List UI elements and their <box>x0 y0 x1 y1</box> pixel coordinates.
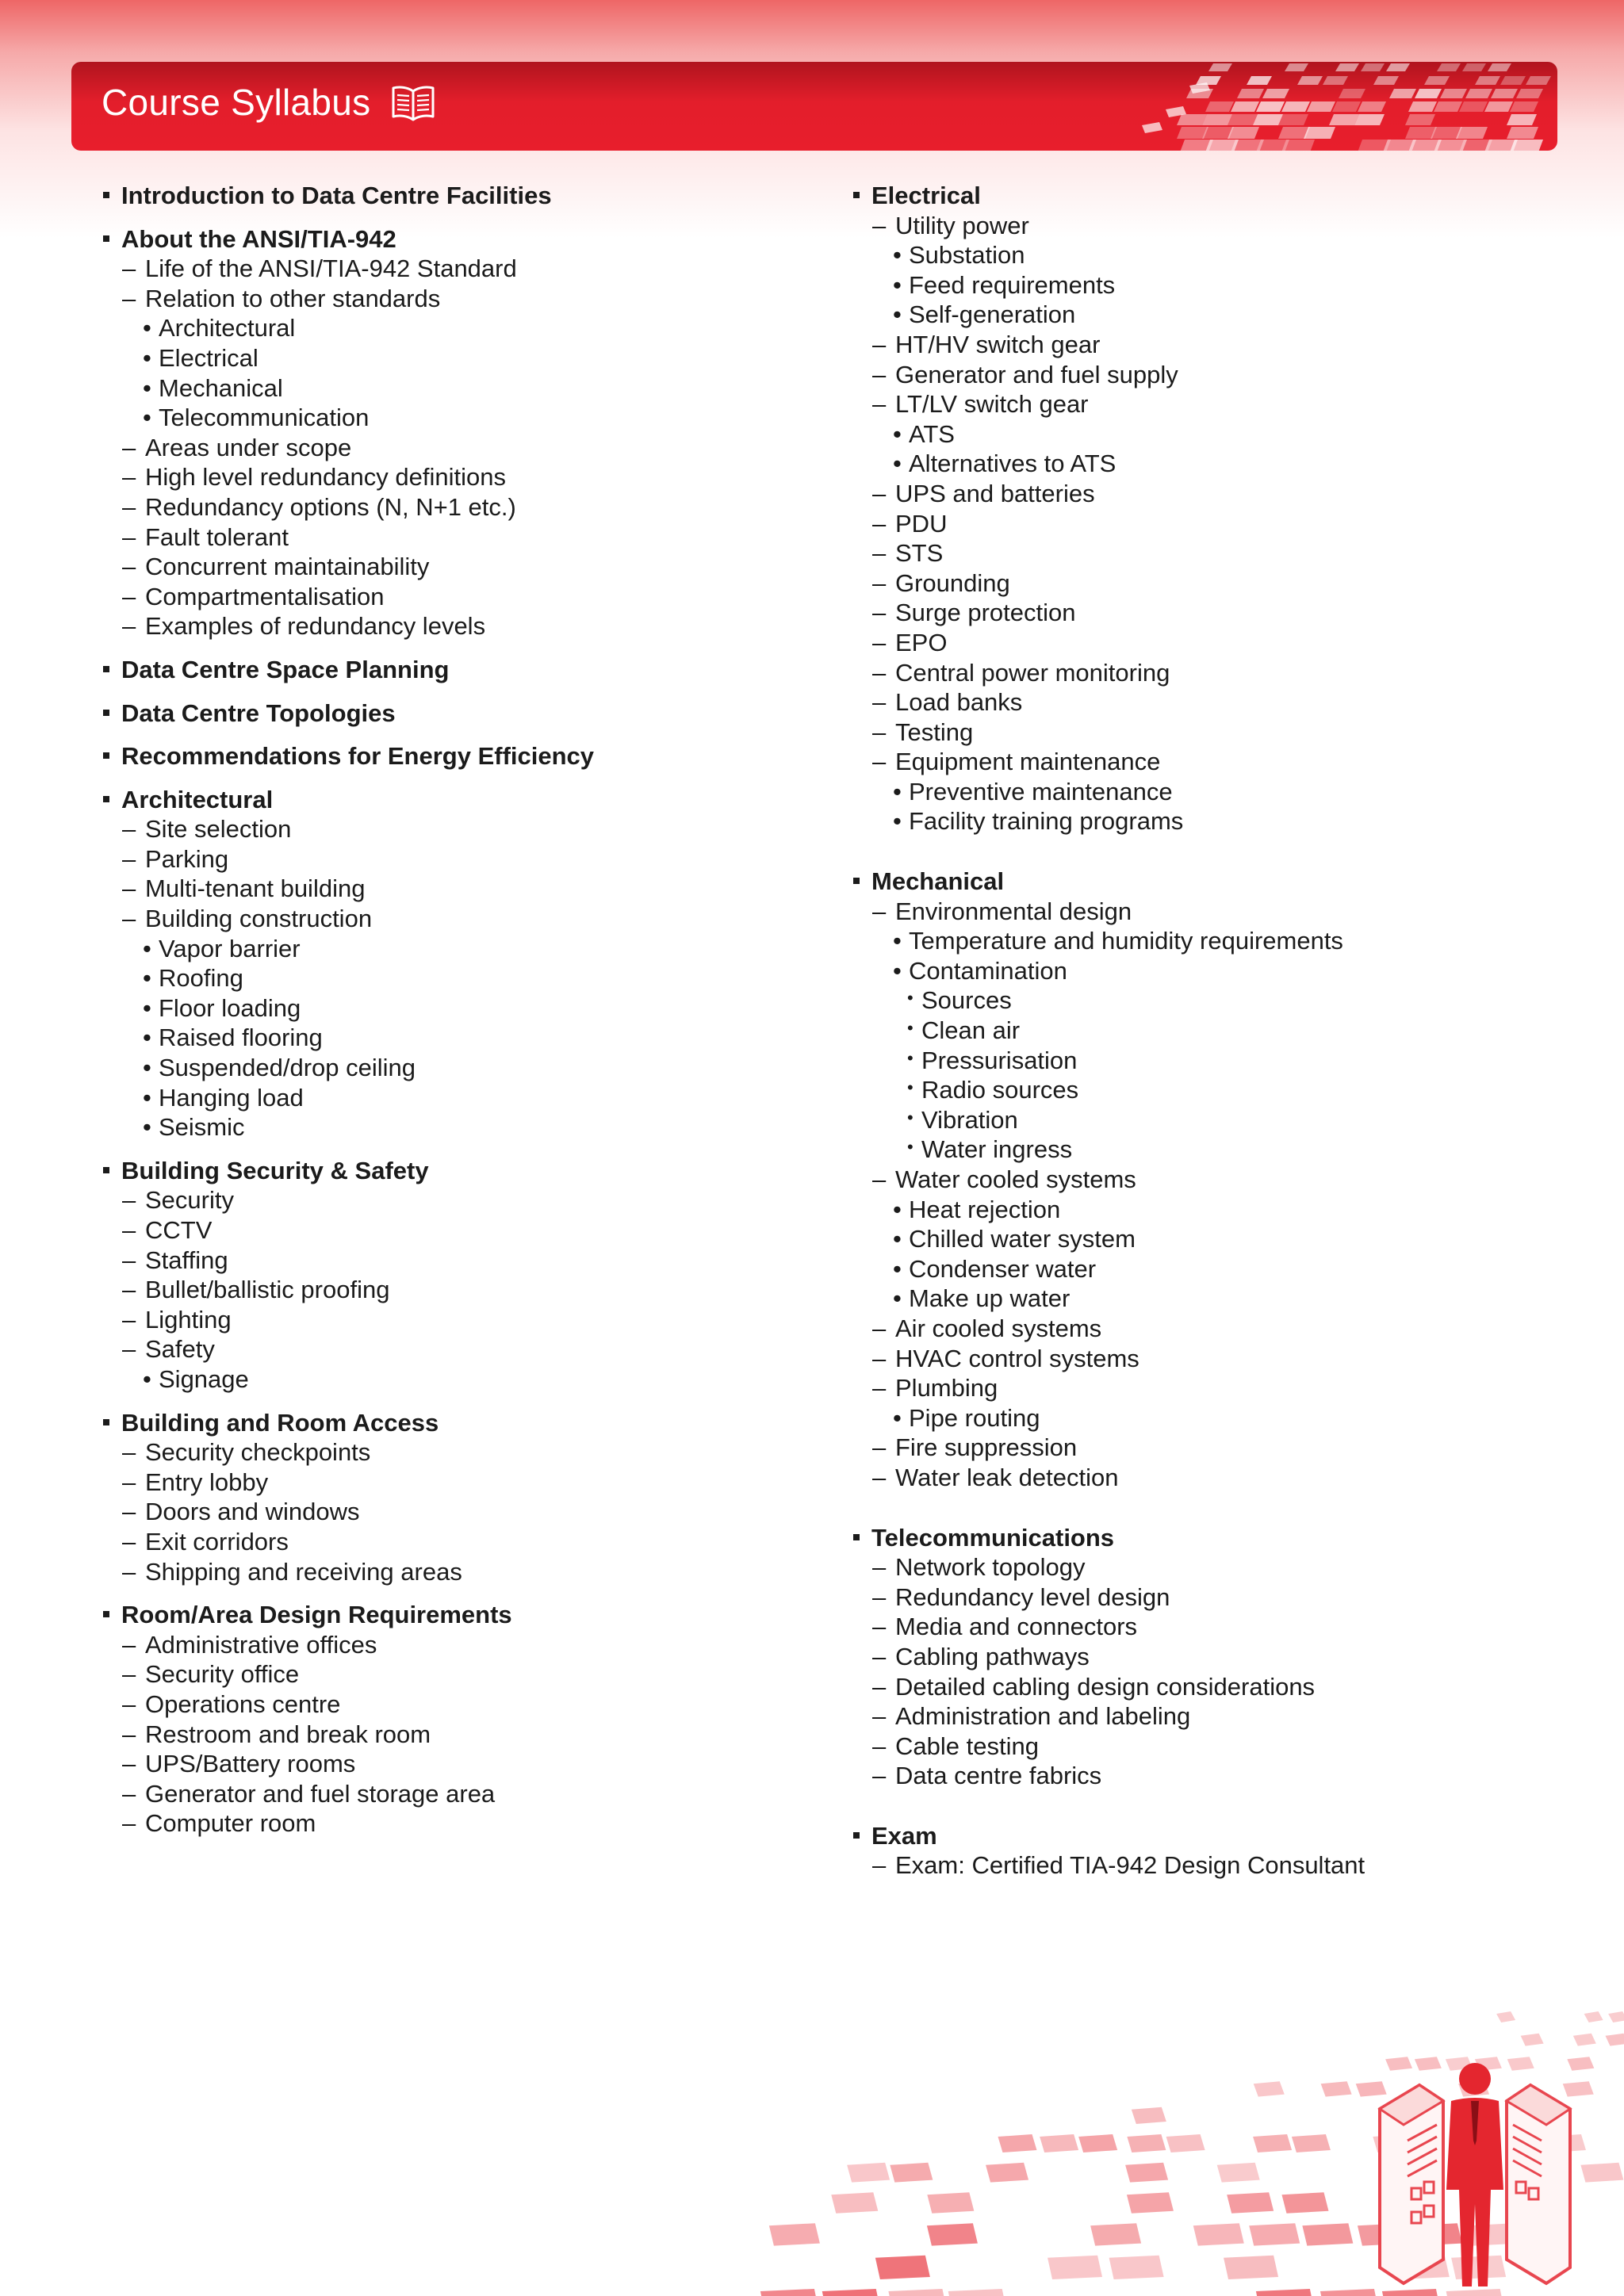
subtopic-item: • Vapor barrier <box>102 934 815 964</box>
topic-item: – Relation to other standards <box>102 284 815 314</box>
topic-item: – Network topology <box>852 1552 1565 1582</box>
topic-item: – Exam: Certified TIA-942 Design Consultant <box>852 1850 1565 1881</box>
topic-item: – UPS and batteries <box>852 479 1565 509</box>
topic-item: – Utility power <box>852 211 1565 241</box>
subtopic-item: • Self-generation <box>852 300 1565 330</box>
topic-item: – Generator and fuel storage area <box>102 1779 815 1809</box>
server-rack-right-icon <box>1507 2085 1570 2283</box>
topic-item: – Site selection <box>102 814 815 844</box>
topic-item: – Doors and windows <box>102 1497 815 1527</box>
subtopic-item: • Hanging load <box>102 1083 815 1113</box>
topic-item: – Shipping and receiving areas <box>102 1557 815 1587</box>
topic-item: – STS <box>852 538 1565 568</box>
topic-item: – Areas under scope <box>102 433 815 463</box>
section-heading-exam: Exam <box>852 1821 1565 1851</box>
topic-item: – Administration and labeling <box>852 1701 1565 1732</box>
title-banner <box>71 62 1557 151</box>
topic-item: – Environmental design <box>852 897 1565 927</box>
topic-item: – Fault tolerant <box>102 522 815 553</box>
topic-item: – Surge protection <box>852 598 1565 628</box>
subtopic-item: • Electrical <box>102 343 815 373</box>
subtopic-item: • Architectural <box>102 313 815 343</box>
topic-item: – Media and connectors <box>852 1612 1565 1642</box>
section-heading-about-the-ansi-tia-942: About the ANSI/TIA-942 <box>102 224 815 254</box>
subtopic-item: • ATS <box>852 419 1565 450</box>
topic-item: – Redundancy options (N, N+1 etc.) <box>102 492 815 522</box>
topic-item: – Testing <box>852 718 1565 748</box>
section-heading-telecommunications: Telecommunications <box>852 1523 1565 1553</box>
open-book-icon <box>390 84 436 122</box>
topic-item: – UPS/Battery rooms <box>102 1749 815 1779</box>
subtopic-item: • Roofing <box>102 963 815 993</box>
topic-item: – Operations centre <box>102 1689 815 1720</box>
topic-item: – Equipment maintenance <box>852 747 1565 777</box>
topic-item: – PDU <box>852 509 1565 539</box>
subtopic-item: • Alternatives to ATS <box>852 449 1565 479</box>
person-icon <box>1446 2063 1503 2286</box>
topic-item: – Compartmentalisation <box>102 582 815 612</box>
topic-item: – Data centre fabrics <box>852 1761 1565 1791</box>
subtopic-item: • Substation <box>852 240 1565 270</box>
topic-item: – CCTV <box>102 1215 815 1246</box>
topic-item: – EPO <box>852 628 1565 658</box>
section-heading-data-centre-topologies: Data Centre Topologies <box>102 698 815 729</box>
section-heading-architectural: Architectural <box>102 785 815 815</box>
topic-item: – Fire suppression <box>852 1433 1565 1463</box>
subtopic-item: • Contamination <box>852 956 1565 986</box>
topic-item: – Parking <box>102 844 815 874</box>
topic-item: – Cabling pathways <box>852 1642 1565 1672</box>
subtopic-item: • Temperature and humidity requirements <box>852 926 1565 956</box>
detail-item: • Pressurisation <box>852 1046 1565 1076</box>
topic-item: – Safety <box>102 1334 815 1364</box>
syllabus-right-column <box>852 181 1565 1881</box>
section-heading-building-and-room-access: Building and Room Access <box>102 1408 815 1438</box>
topic-item: – Security checkpoints <box>102 1437 815 1468</box>
subtopic-item: • Suspended/drop ceiling <box>102 1053 815 1083</box>
subtopic-item: • Condenser water <box>852 1254 1565 1284</box>
subtopic-item: • Make up water <box>852 1284 1565 1314</box>
section-heading-data-centre-space-planning: Data Centre Space Planning <box>102 655 815 685</box>
detail-item: • Radio sources <box>852 1075 1565 1105</box>
syllabus-left-column <box>102 181 815 1839</box>
subtopic-item: • Facility training programs <box>852 806 1565 836</box>
subtopic-item: • Preventive maintenance <box>852 777 1565 807</box>
topic-item: – Air cooled systems <box>852 1314 1565 1344</box>
topic-item: – Restroom and break room <box>102 1720 815 1750</box>
topic-item: – Grounding <box>852 568 1565 599</box>
topic-item: – Administrative offices <box>102 1630 815 1660</box>
topic-item: – Load banks <box>852 687 1565 718</box>
topic-item: – Computer room <box>102 1808 815 1839</box>
topic-item: – HT/HV switch gear <box>852 330 1565 360</box>
detail-item: • Vibration <box>852 1105 1565 1135</box>
topic-item: – Entry lobby <box>102 1468 815 1498</box>
section-heading-room-area-design-requirements: Room/Area Design Requirements <box>102 1600 815 1630</box>
subtopic-item: • Chilled water system <box>852 1224 1565 1254</box>
section-heading-introduction-to-data-centre-facilities: Introduction to Data Centre Facilities <box>102 181 815 211</box>
topic-item: – Concurrent maintainability <box>102 552 815 582</box>
section-heading-recommendations-for-energy-efficiency: Recommendations for Energy Efficiency <box>102 741 815 771</box>
section-heading-electrical: Electrical <box>852 181 1565 211</box>
detail-item: • Water ingress <box>852 1135 1565 1165</box>
section-heading-mechanical: Mechanical <box>852 867 1565 897</box>
topic-item: – Examples of redundancy levels <box>102 611 815 641</box>
banner-grid-decoration <box>1118 62 1557 151</box>
detail-item: • Clean air <box>852 1016 1565 1046</box>
topic-item: – Generator and fuel supply <box>852 360 1565 390</box>
topic-item: – Water cooled systems <box>852 1165 1565 1195</box>
topic-item: – Building construction <box>102 904 815 934</box>
topic-item: – Life of the ANSI/TIA-942 Standard <box>102 254 815 284</box>
topic-item: – Security <box>102 1185 815 1215</box>
footer-decoration <box>745 1982 1624 2296</box>
topic-item: – Cable testing <box>852 1732 1565 1762</box>
subtopic-item: • Seismic <box>102 1112 815 1142</box>
topic-item: – Lighting <box>102 1305 815 1335</box>
page-title: Course Syllabus <box>102 82 371 123</box>
subtopic-item: • Signage <box>102 1364 815 1395</box>
subtopic-item: • Pipe routing <box>852 1403 1565 1433</box>
topic-item: – Water leak detection <box>852 1463 1565 1493</box>
topic-item: – Bullet/ballistic proofing <box>102 1275 815 1305</box>
topic-item: – Redundancy level design <box>852 1582 1565 1613</box>
subtopic-item: • Heat rejection <box>852 1195 1565 1225</box>
server-rack-left-icon <box>1380 2085 1443 2283</box>
topic-item: – Detailed cabling design considerations <box>852 1672 1565 1702</box>
topic-item: – Security office <box>102 1659 815 1689</box>
topic-item: – Plumbing <box>852 1373 1565 1403</box>
topic-item: – Staffing <box>102 1246 815 1276</box>
topic-item: – High level redundancy definitions <box>102 462 815 492</box>
subtopic-item: • Mechanical <box>102 373 815 404</box>
detail-item: • Sources <box>852 985 1565 1016</box>
subtopic-item: • Telecommunication <box>102 403 815 433</box>
topic-item: – LT/LV switch gear <box>852 389 1565 419</box>
topic-item: – Multi-tenant building <box>102 874 815 904</box>
section-heading-building-security-safety: Building Security & Safety <box>102 1156 815 1186</box>
subtopic-item: • Feed requirements <box>852 270 1565 300</box>
topic-item: – Exit corridors <box>102 1527 815 1557</box>
subtopic-item: • Raised flooring <box>102 1023 815 1053</box>
topic-item: – Central power monitoring <box>852 658 1565 688</box>
topic-item: – HVAC control systems <box>852 1344 1565 1374</box>
subtopic-item: • Floor loading <box>102 993 815 1024</box>
